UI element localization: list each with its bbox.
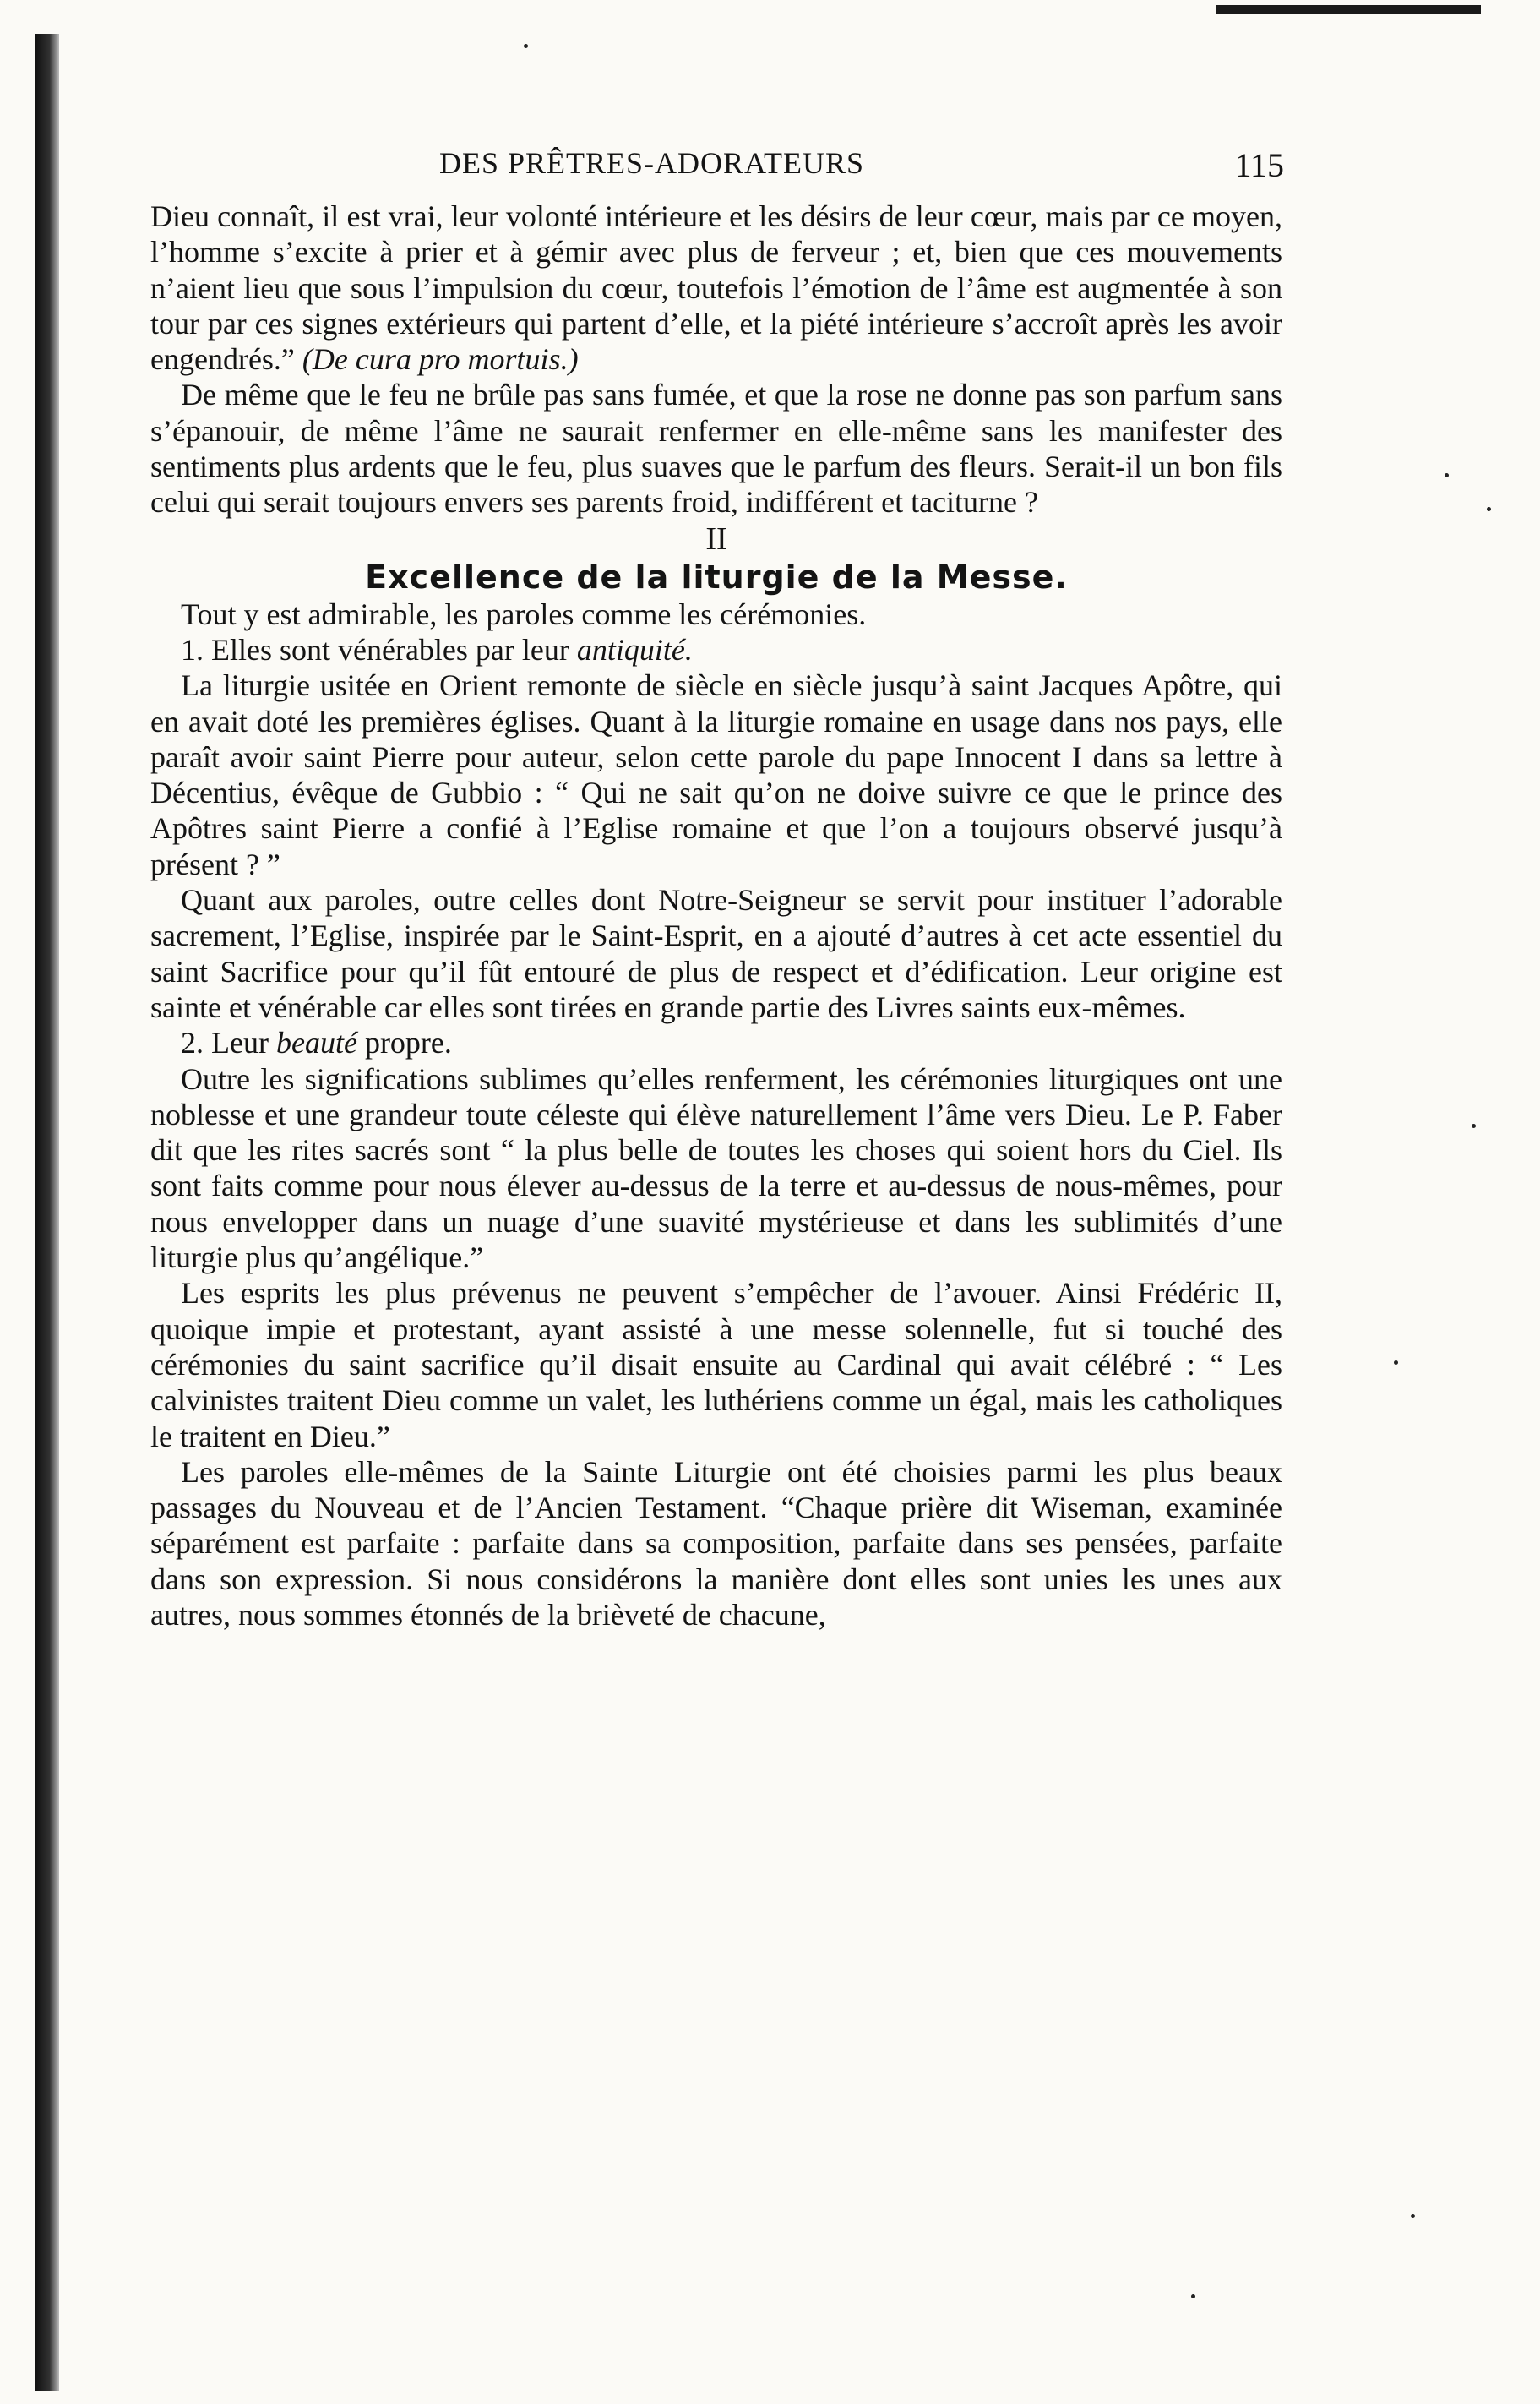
paragraph: Les paroles elle-mêmes de la Sainte Liturgie ont été choisies parmi les plus beaux passages du Nouveau et de l’Ancien Testament. “Chaque prière dit Wiseman, examinée séparément est parfaite : parfaite dans sa composition, parfaite dans ses pensées, parfaite dans son expression. Si nous considérons la manière dont elles sont unies les unes aux autres, nous sommes étonnés de la brièveté de chacune, [150, 1454, 1282, 1632]
paragraph: La liturgie usitée en Orient remonte de siècle en siècle jusqu’à saint Jacques Apôtre, qui en avait doté les premières églises. Quant à la liturgie romaine en usage dans nos pays, elle paraît avoir saint Pierre pour auteur, selon cette parole du pape Innocent I dans sa lettre à Décentius, évêque de Gubbio : “ Qui ne sait qu’on ne doive suivre ce que le prince des Apôtres saint Pierre a confié à l’Eglise romaine et que l’on a toujours observé jusqu’à présent ? ” [150, 668, 1282, 881]
paragraph: Tout y est admirable, les paroles comme les cérémonies. [181, 597, 867, 631]
numbered-heading-tail: propre. [364, 1026, 452, 1060]
paragraph: Quant aux paroles, outre celles dont Notre-Seigneur se servit pour instituer l’adorable sacrement, l’Eglise, inspirée par le Saint-Esprit, en a ajouté d’autres à cet acte essentiel du saint Sacrifice pour qu’il fût entouré de plus de respect et d’édification. Leur origine est sainte et vénérable car elles sont tirées en grande partie des Livres saints eux-mêmes. [150, 883, 1282, 1024]
numbered-heading-term: beauté [275, 1026, 357, 1060]
numbered-heading-lead: 2. Leur [181, 1026, 269, 1060]
paragraph: Les esprits les plus prévenus ne peuvent s’empêcher de l’avouer. Ainsi Frédéric II, quoique impie et protestant, ayant assisté à une messe solennelle, fut si touché des cérémonies du saint sacrifice qu’il disait ensuite au Cardinal qui avait célébré : “ Les calvinistes traitent Dieu comme un valet, les luthériens comme un égal, mais les catholiques le traitent en Dieu.” [150, 1276, 1282, 1453]
running-head: DES PRÊTRES-ADORATEURS [439, 146, 865, 180]
numbered-heading-lead: 1. Elles sont vénérables par leur [181, 632, 569, 667]
section-number: II [705, 521, 727, 557]
paragraph: De même que le feu ne brûle pas sans fumée, et que la rose ne donne pas son parfum sans s’épanouir, de même l’âme ne saurait renfermer en elle-même sans les manifester des sentiments plus ardents que le feu, plus suaves que le parfum des fleurs. Serait-il un bon fils celui qui serait toujours envers ses parents froid, indifférent et taciturne ? [150, 378, 1282, 520]
paragraph: Outre les significations sublimes qu’elles renferment, les cérémonies liturgiques ont une noblesse et une grandeur toute céleste qui élève naturellement l’âme vers Dieu. Le P. Faber dit que les rites sacrés sont “ la plus belle de toutes les choses qui soient hors du Ciel. Ils sont faits comme pour nous élever au-dessus de la terre et au-dessus de nous-mêmes, pour nous envelopper dans un nuage d’une suavité mystérieuse et dans les sublimités d’une liturgie plus qu’angélique.” [150, 1061, 1282, 1275]
paragraph [150, 199, 1282, 377]
numbered-heading [150, 1025, 1282, 1060]
numbered-heading [150, 632, 1282, 668]
citation: (De cura pro mortuis.) [302, 342, 579, 377]
numbered-heading-term: antiquité. [576, 632, 693, 667]
page-header [152, 145, 1284, 183]
page-number: 115 [1234, 146, 1284, 184]
body-text [150, 199, 1282, 1633]
section-title: Excellence de la liturgie de la Messe. [365, 558, 1068, 596]
paragraph-text: Dieu connaît, il est vrai, leur volonté intérieure et les désirs de leur cœur, mais par ce moyen, l’homme s’excite à prier et à gémir avec plus de ferveur ; et, bien que ces mouvements n’aient lieu que sous l’impulsion du cœur, toutefois l’émotion de l’âme est augmentée à son tour par ces signes extérieurs qui partent d’elle, et la piété intérieure s’accroît après les avoir engendrés.” [150, 199, 1282, 377]
